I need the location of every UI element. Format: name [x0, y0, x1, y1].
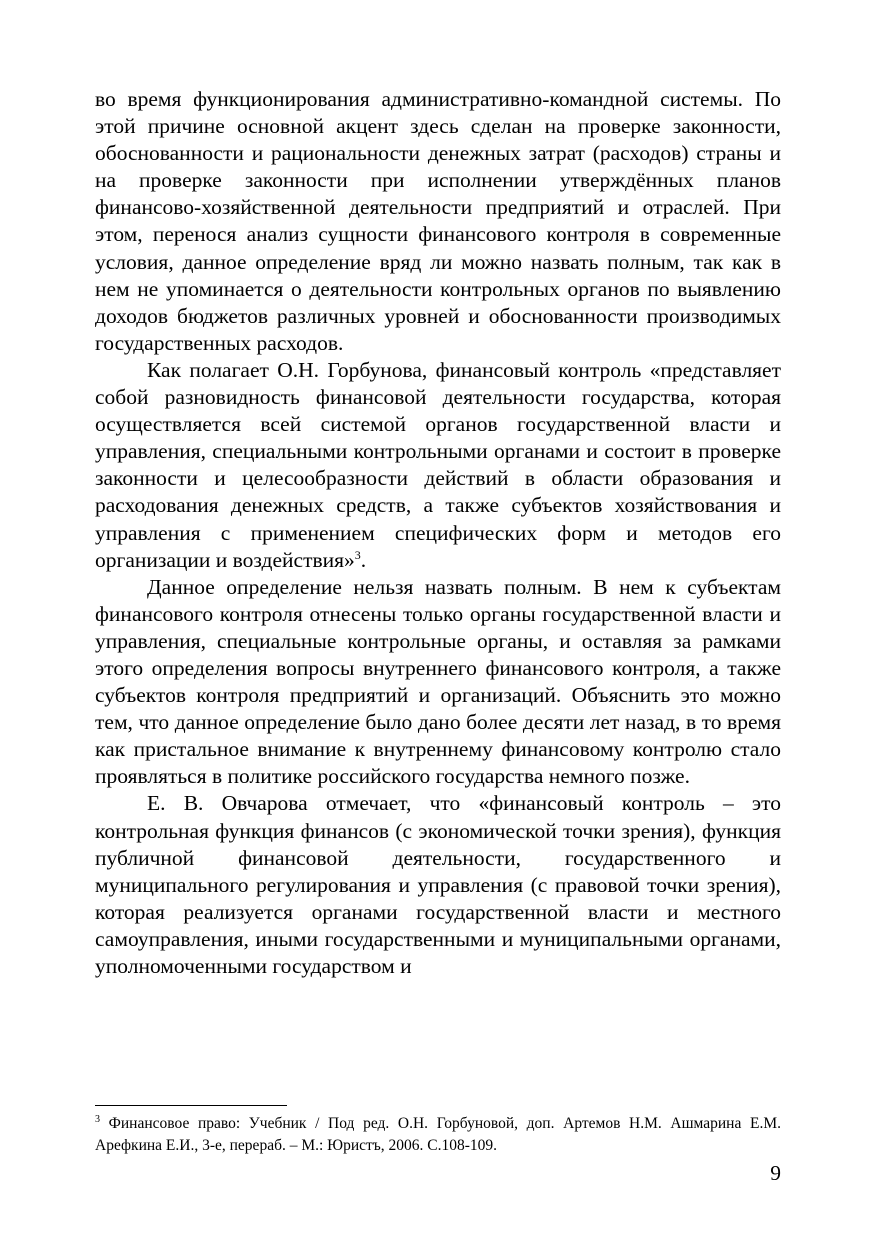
footnote-separator	[95, 1105, 287, 1106]
main-text	[95, 86, 781, 980]
paragraph-2-text: Как полагает О.Н. Горбунова, финансовый контроль «представляет собой разновидность финансовой деятельности государства, которая осуществляется всей системой органов государственной власти и управления, специальными контрольными органами и состоит в проверке законности и целесообразности действий в области образования и расходования денежных средств, а также субъектов хозяйствования и управления с применением специфических форм и методов его организации и воздействия»	[95, 357, 781, 572]
paragraph-2-end: .	[360, 547, 367, 572]
footnote-mark: 3	[95, 1113, 100, 1125]
paragraph-2	[95, 357, 781, 574]
footnote-reference: 3	[354, 547, 361, 562]
paragraph-1-text: во время функционирования административно-командной системы. По этой причине основной акцент здесь сделан на проверке законности, обоснованности и рациональности денежных затрат (расходов) страны и на проверке законности при исполнении утверждённых планов финансово-хозяйственной деятельности предприятий и отраслей. При этом, перенося анализ сущности финансового контроля в современные условия, данное определение вряд ли можно назвать полным, так как в нем не упоминается о деятельности контрольных органов по выявлению доходов бюджетов различных уровней и обоснованности производимых государственных расходов.	[95, 87, 781, 355]
page-number: 9	[770, 1161, 781, 1185]
paragraph-4	[95, 790, 781, 980]
paragraph-1	[95, 86, 781, 357]
footnote	[95, 1113, 781, 1157]
paragraph-4-text: Е. В. Овчарова отмечает, что «финансовый контроль – это контрольная функция финансов (с экономической точки зрения), функция публичной финансовой деятельности, государственного и муниципального регулирования и управления (с правовой точки зрения), которая реализуется органами государственной власти и местного самоуправления, иными государственными и муниципальными органами, уполномоченными государством и	[95, 791, 781, 978]
paragraph-3	[95, 574, 781, 791]
paragraph-3-text: Данное определение нельзя назвать полным. В нем к субъектам финансового контроля отнесены только органы государственной власти и управления, специальные контрольные органы, и оставляя за рамками этого определения вопросы внутреннего финансового контроля, а также субъектов контроля предприятий и организаций. Объяснить это можно тем, что данное определение было дано более десяти лет назад, в то время как пристальное внимание к внутреннему финансовому контролю стало проявляться в политике российского государства немного позже.	[95, 574, 781, 789]
footnote-text: Финансовое право: Учебник / Под ред. О.Н. Горбуновой, доп. Артемов Н.М. Ашмарина Е.М. Арефкина Е.И., 3-е, перераб. – М.: Юристъ, 2006. С.108-109.	[95, 1115, 781, 1154]
